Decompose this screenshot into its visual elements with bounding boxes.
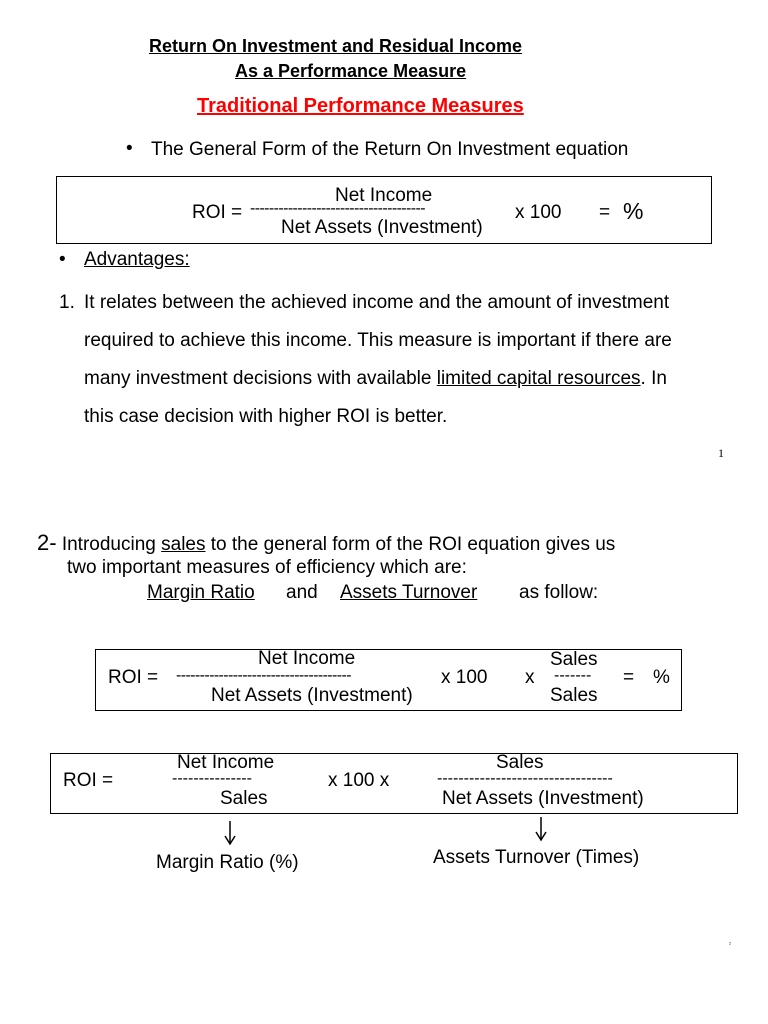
formula1-times-100: x 100 xyxy=(515,202,562,223)
page-number: 1 xyxy=(718,446,724,460)
intro-line-2: two important measures of efficiency which are: xyxy=(67,557,467,578)
advantage-line-2: required to achieve this income. This measure is important if there are xyxy=(84,330,672,351)
formula1-label: ROI = xyxy=(192,202,243,223)
formula2-equals: = xyxy=(623,667,635,688)
margin-ratio-term: Margin Ratio xyxy=(147,582,255,603)
formula2-sales-denominator: Sales xyxy=(550,685,598,706)
bullet-dot: • xyxy=(59,249,66,270)
formula2-numerator: Net Income xyxy=(258,648,356,669)
formula3-denominator: Sales xyxy=(220,788,268,809)
advantage-line-3-start: many investment decisions with available xyxy=(84,368,437,389)
down-arrow-icon xyxy=(534,816,548,842)
formula2-denominator: Net Assets (Investment) xyxy=(211,685,413,706)
formula3-right-numerator: Sales xyxy=(496,752,544,773)
formula3-right-dashes: --------------------------------- xyxy=(437,770,613,787)
advantage-line-3-end: . In xyxy=(640,368,667,389)
advantage-line-3 xyxy=(84,368,667,390)
title-line-1: Return On Investment and Residual Income xyxy=(149,36,523,56)
advantage-line-4: this case decision with higher ROI is better. xyxy=(84,406,448,427)
intro-line-1 xyxy=(37,530,615,556)
formula2-percent: % xyxy=(653,667,670,688)
formula2-times-100: x 100 xyxy=(441,667,488,688)
bullet-general-form: The General Form of the Return On Investment equation xyxy=(151,139,629,160)
formula2-label: ROI = xyxy=(108,667,159,688)
formula2-sales-dashes: ------- xyxy=(554,667,592,684)
intro-end: to the general form of the ROI equation gives us xyxy=(205,534,616,555)
formula3-numerator: Net Income xyxy=(177,752,275,773)
formula3-times-100: x 100 x xyxy=(328,770,390,791)
formula1-equals: = xyxy=(599,202,611,223)
advantage-line-1: It relates between the achieved income and the amount of investment xyxy=(84,292,670,313)
down-arrow-icon xyxy=(223,820,237,846)
formula1-dashes: ------------------------------------- xyxy=(250,200,425,217)
page-mark: ² xyxy=(729,942,731,948)
advantages-heading: Advantages: xyxy=(84,249,190,270)
intro-start: Introducing xyxy=(56,534,162,555)
formula1-denominator: Net Assets (Investment) xyxy=(281,217,483,238)
limited-capital-resources: limited capital resources xyxy=(436,368,641,389)
formula1-percent: % xyxy=(623,198,644,224)
formula3-label: ROI = xyxy=(63,770,114,791)
formula3-right-denominator: Net Assets (Investment) xyxy=(442,788,644,809)
as-follow: as follow: xyxy=(519,582,599,603)
title-line-2: As a Performance Measure xyxy=(235,61,467,81)
margin-ratio-result: Margin Ratio (%) xyxy=(156,852,299,873)
bullet-dot: • xyxy=(126,138,133,159)
section-title: Traditional Performance Measures xyxy=(197,95,524,117)
intro-number: 2- xyxy=(37,530,57,555)
formula2-dashes: ------------------------------------- xyxy=(176,667,351,684)
formula3-dashes: --------------- xyxy=(172,770,252,787)
and-word: and xyxy=(286,582,318,603)
formula1-numerator: Net Income xyxy=(335,185,433,206)
advantage-number: 1. xyxy=(59,292,75,313)
formula2-sales-numerator: Sales xyxy=(550,649,598,670)
assets-turnover-result: Assets Turnover (Times) xyxy=(433,847,640,868)
assets-turnover-term: Assets Turnover xyxy=(340,582,478,603)
formula2-x: x xyxy=(525,667,535,688)
intro-sales: sales xyxy=(161,534,206,555)
